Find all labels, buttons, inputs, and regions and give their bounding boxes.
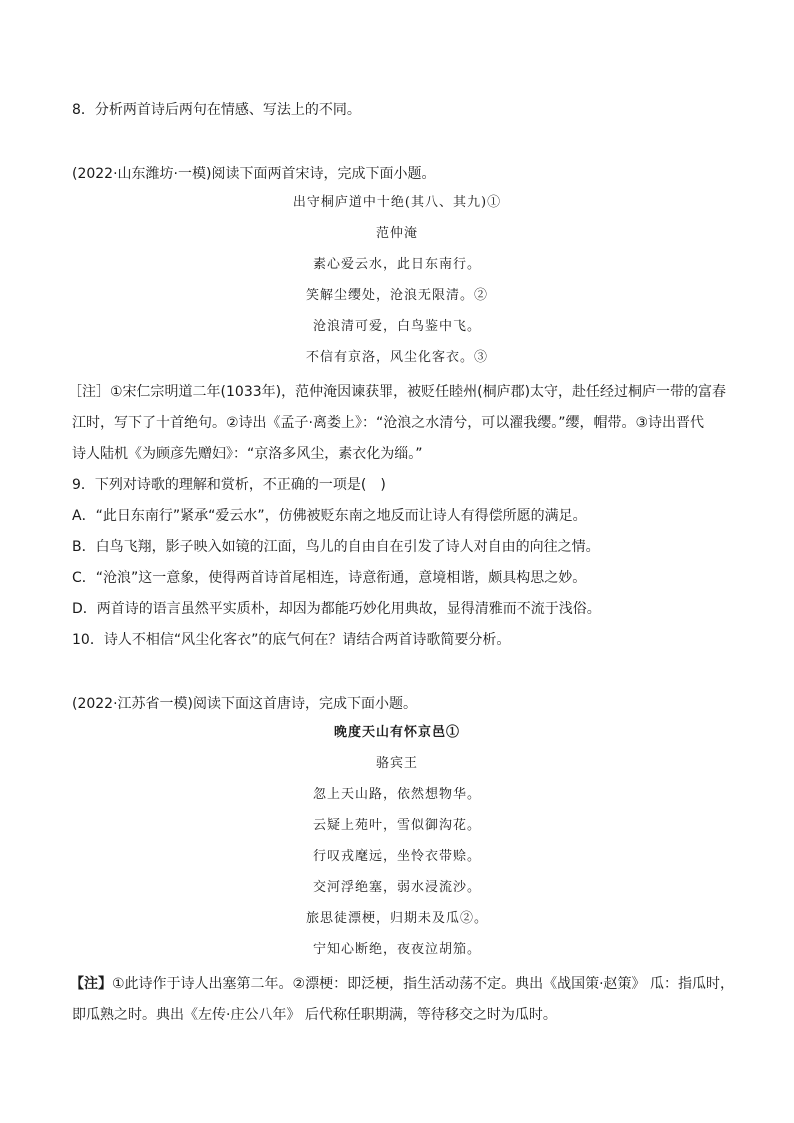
poem1-line: 素心爱云水，此日东南行。 — [312, 257, 481, 272]
poem1-author: 范仲淹 — [375, 226, 418, 241]
poem1-line: 沧浪清可爱，白鸟鉴中飞。 — [312, 319, 481, 334]
question-9: 9．下列对诗歌的理解和赏析，不正确的一项是( ) — [72, 477, 386, 493]
poem1-line: 笑解尘缨处，沧浪无限清。② — [305, 288, 488, 303]
option-d: D．两首诗的语言虽然平实质朴，却因为都能巧妙化用典故，显得清雅而不流于浅俗。 — [72, 601, 601, 617]
section1-intro: (2022·山东潍坊·一模)阅读下面两首宋诗，完成下面小题。 — [72, 166, 436, 182]
option-c: C．“沧浪”这一意象，使得两首诗首尾相连，诗意衔通，意境相谐，颇具构思之妙。 — [72, 570, 587, 586]
poem2-line: 交河浮绝塞，弱水浸流沙。 — [312, 880, 481, 895]
poem2-line: 旅思徒漂梗，归期未及瓜②。 — [305, 911, 488, 926]
poem1-title: 出守桐庐道中十绝(其八、其九)① — [292, 195, 502, 210]
note1-line: 诗人陆机《为顾彦先赠妇》：“京洛多风尘，素衣化为缁。” — [72, 446, 423, 462]
note2-text1: ①此诗作于诗人出塞第二年。②漂梗：即泛梗，指生活动荡不定。典出《战国策·赵策》 瓜：指瓜时， — [112, 976, 734, 992]
note2-line1 — [70, 974, 734, 994]
poem2-author: 骆宾王 — [375, 756, 418, 771]
question-8: 8．分析两首诗后两句在情感、写法上的不同。 — [72, 102, 361, 118]
note2-label: 【注】 — [70, 976, 112, 992]
poem2-line: 忽上天山路，依然想物华。 — [312, 787, 481, 802]
option-a: A．“此日东南行”紧承“爱云水”，仿佛被贬东南之地反而让诗人有得偿所愿的满足。 — [72, 508, 587, 524]
option-b: B．白鸟飞翔，影子映入如镜的江面，鸟儿的自由自在引发了诗人对自由的向往之情。 — [72, 539, 600, 555]
poem2-line: 行叹戎麾远，坐怜衣带赊。 — [312, 849, 481, 864]
poem1-line: 不信有京洛，风尘化客衣。③ — [305, 350, 488, 365]
note1-line: 江时，写下了十首绝句。②诗出《孟子·离娄上》：“沧浪之水清兮，可以濯我缨。”缨，帽带。③诗出晋代 — [72, 415, 705, 431]
section2-intro: (2022·江苏省一模)阅读下面这首唐诗，完成下面小题。 — [72, 696, 418, 712]
note1-line: ［注］①宋仁宗明道二年(1033年)，范仲淹因谏获罪，被贬任睦州(桐庐郡)太守，赴任经过桐庐一带的富春 — [68, 384, 727, 400]
poem2-title: 晚度天山有怀京邑① — [333, 725, 460, 740]
note2-line2: 即瓜熟之时。典出《左传·庄公八年》 后代称任职期满，等待移交之时为瓜时。 — [72, 1007, 557, 1023]
poem2-line: 云疑上苑叶，雪似御沟花。 — [312, 818, 481, 833]
poem2-line: 宁知心断绝，夜夜泣胡笳。 — [312, 942, 481, 957]
question-10: 10．诗人不相信“风尘化客衣”的底气何在？请结合两首诗歌简要分析。 — [72, 632, 511, 648]
